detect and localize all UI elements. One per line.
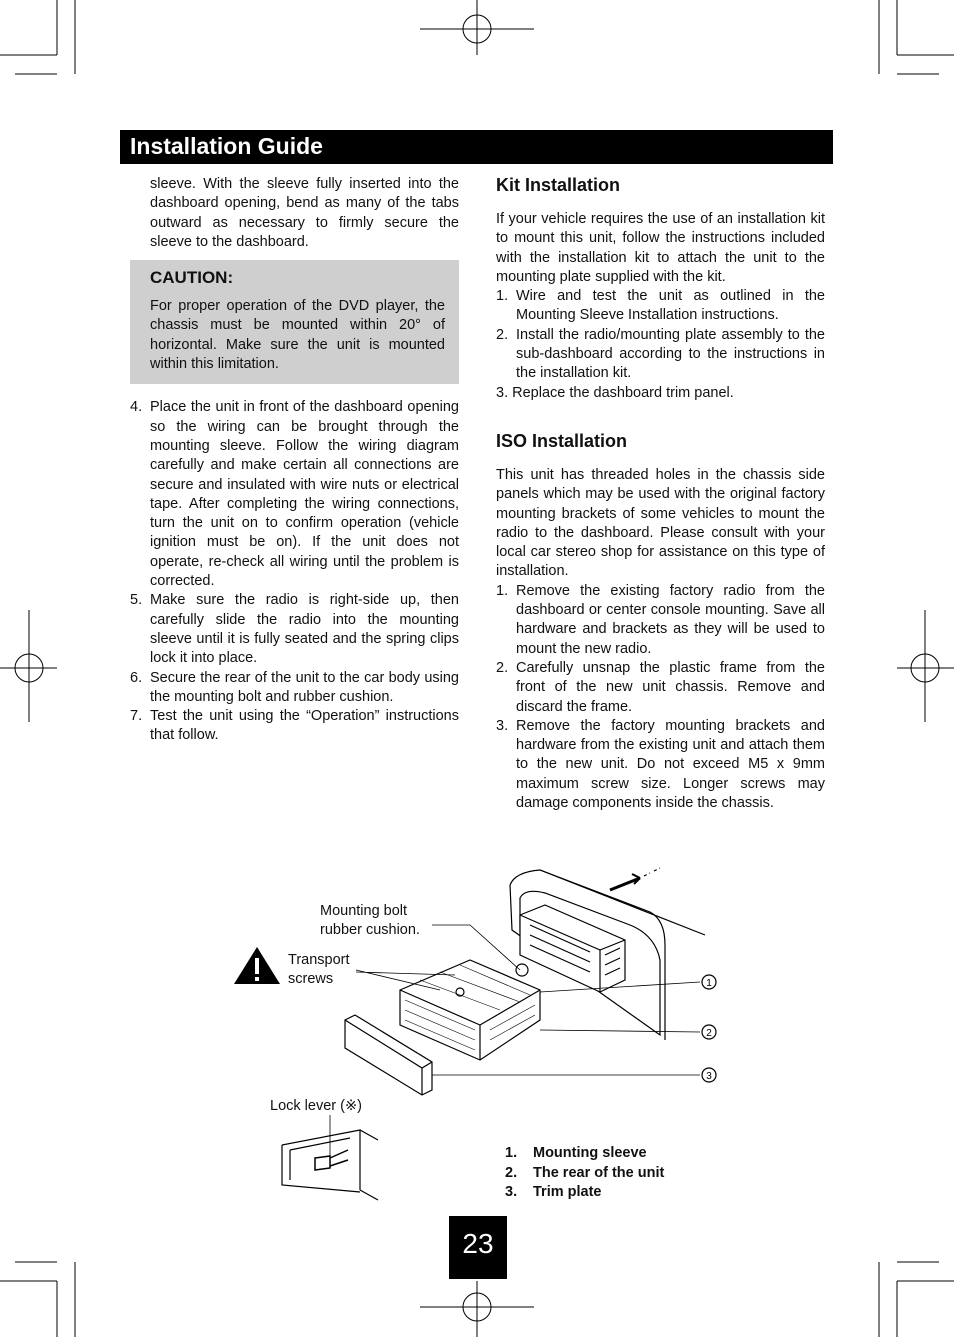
iso-installation-heading: ISO Installation <box>496 430 628 451</box>
step-text: Remove the existing factory radio from the dashboard or center console mounting. Save all hardware and brackets as they will be used to mount the new radio. <box>516 582 825 657</box>
step-text: Make sure the radio is right-side up, then carefully slide the radio into the mounting sleeve until it is fully seated and the spring clips lock it into place. <box>150 592 459 667</box>
step-number: 1. <box>496 288 509 305</box>
page-number: 23 <box>449 1216 507 1279</box>
step-text: Test the unit using the “Operation” instructions that follow. <box>150 708 459 744</box>
step-text: Remove the factory mounting brackets and hardware from the existing unit and attach them to the new unit. Do not exceed M5 x 9mm maximum screw size. Longer screws may damage components inside the chassis. <box>516 717 825 812</box>
callout-2: 2 <box>706 1028 712 1039</box>
callout-3: 3 <box>706 1071 712 1082</box>
step-number: 1. <box>496 582 509 599</box>
step-number: 6. <box>130 669 143 686</box>
legend-text: The rear of the unit <box>533 1164 665 1181</box>
lock-lever-label: Lock lever (※) <box>270 1098 362 1114</box>
step-number: 7. <box>130 708 143 725</box>
step-text: Install the radio/mounting plate assembly to the sub-dashboard according to the instructions in the installation kit. <box>516 326 825 382</box>
section-title: Installation Guide <box>130 133 323 159</box>
step-number: 2. <box>496 659 509 676</box>
step-text: Place the unit in front of the dashboard opening so the wiring can be brought through the mounting sleeve. Follow the wiring diagram carefully and make certain all connections are secure and insulated with wire nuts or electrical tape. After completing the wiring connections, turn the unit on to confirm operation (vehicle ignition must be on). If the unit does not operate, re-check all wiring until the problem is corrected. <box>150 399 459 590</box>
legend-item <box>505 1183 664 1203</box>
step-text: Wire and test the unit as outlined in the Mounting Sleeve Installation instructions. <box>516 288 825 324</box>
callout-1: 1 <box>706 978 712 989</box>
step-number: 5. <box>130 592 143 609</box>
legend-item <box>505 1164 664 1184</box>
step-number: 3. <box>496 717 509 734</box>
step-text: Secure the rear of the unit to the car body using the mounting bolt and rubber cushion. <box>150 669 459 705</box>
caution-title: CAUTION: <box>150 268 234 288</box>
legend-number: 1. <box>505 1145 518 1161</box>
kit-installation-heading: Kit Installation <box>496 175 621 195</box>
mounting-bolt-label: Mounting bolt rubber cushion. <box>320 903 420 938</box>
legend-item <box>505 1144 664 1164</box>
step-number: 3. <box>496 384 509 401</box>
legend-number: 3. <box>505 1184 518 1200</box>
caution-text: For proper operation of the DVD player, the chassis must be mounted within 20° of horizontal. Make sure the unit is mounted within this limitation. <box>150 298 445 373</box>
iso-installation-intro: This unit has threaded holes in the chassis side panels which may be used with the original factory mounting brackets of some vehicles to mount the radio to the dashboard. Please consult with your local car stereo shop for assistance on this type of installation. <box>496 466 825 580</box>
step-number: 2. <box>496 326 509 343</box>
step-text: Replace the dashboard trim panel. <box>512 384 734 401</box>
step-number: 4. <box>130 399 143 416</box>
sleeve-continued-text: sleeve. With the sleeve fully inserted into the dashboard opening, bend as many of the tabs outward as necessary to firmly secure the sleeve to the dashboard. <box>150 176 459 250</box>
step-text: Carefully unsnap the plastic frame from the front of the new unit chassis. Remove and discard the frame. <box>516 659 825 715</box>
legend-number: 2. <box>505 1164 518 1181</box>
kit-installation-intro: If your vehicle requires the use of an installation kit to mount this unit, follow the instructions included with the installation kit to attach the unit to the mounting plate supplied with the kit. <box>496 211 825 285</box>
legend-text: Mounting sleeve <box>533 1145 647 1161</box>
diagram-legend <box>505 1144 664 1203</box>
transport-screws-label: Transport screws <box>288 952 350 987</box>
legend-text: Trim plate <box>533 1184 602 1200</box>
